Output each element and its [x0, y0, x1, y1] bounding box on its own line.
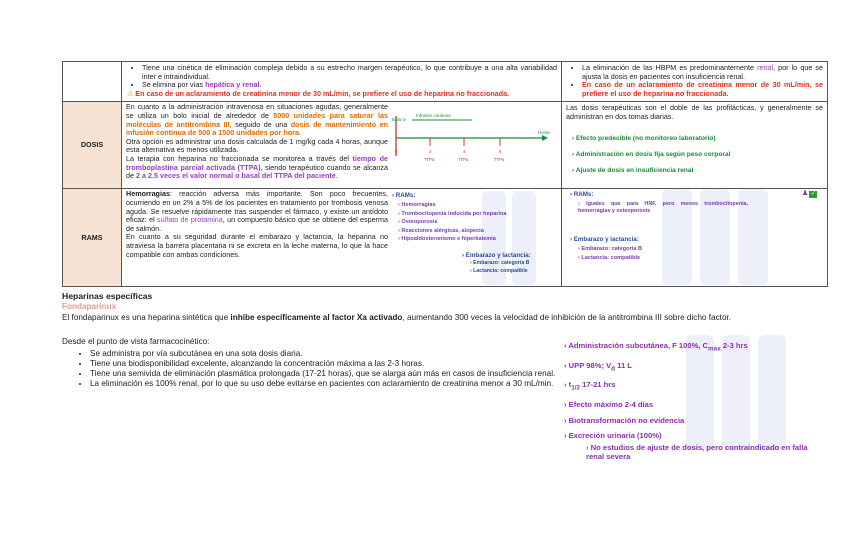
chevron-right-icon: › — [392, 192, 395, 200]
slide-rams-hbpm: › RAMs: ♟ ✓ › Iguales que para HNF, pero menos trombocitopenia, hemorragias y osteoporosis › Embarazo y lactancia: › Embarazo: categoría B › Lactancia: compatible — [562, 189, 826, 285]
chevron-right-icon: › — [570, 191, 573, 199]
chevron-right-icon: › — [572, 150, 575, 158]
ttpa-label: TTPa — [494, 157, 505, 163]
chevron-right-icon: › — [564, 341, 567, 350]
list-item: • Tiene una cinética de eliminación compleja debido a su estrecho margen terapéutico, lo que contribuye a una alta variabilidad inter e intraindividual. — [142, 64, 557, 81]
hours-label: Horas — [538, 130, 550, 136]
bolo-label: Bolo iv — [392, 117, 406, 123]
chevron-right-icon: › — [564, 415, 567, 425]
table-row-dosis — [63, 102, 828, 189]
slide-rams-hnf: › RAMs: › Hemorragias › Trombocitopenia inducida por heparina › Osteoporosis › Reacciones alérgicas, alopecia › Hipoaldosteronismo e hiperkalemia › Embarazo y lactancia: › Embarazo: categoría B › Lactancia: compatible — [390, 191, 560, 285]
chevron-right-icon: › — [586, 442, 589, 452]
sub-list-item: › No estudios de ajuste de dosis, pero contraindicado en falla renal severa — [586, 442, 808, 461]
rams-cell-hnf: Hemorragias: reacción adversa más importante. Son poco frecuentes, ocurriendo en un 2% a 5% de los pacientes en tratamiento por trombosis venosa aguda. Se resuelve rápidamente tras suspender el fármaco, y existe un antídoto eficaz: el sulfato de protamina, un compuesto básico que se obtiene del esperma de salmón. En cuanto a su seguridad durante el embarazo y lactancia, la heparina no atraviesa la barrera placentaria ni se excreta en la leche materna, lo que la hace compatible con ambas condiciones. › RAMs: › Hemorragias › Trombocitopenia inducida por heparina › Osteoporosis › Reacciones alérgicas, alopecia › Hipoaldosteronismo e hiperkalemia › Embarazo y lactancia: › Embarazo: categoría B › Lactancia: compatible — [122, 189, 562, 287]
list-item: › $t_{1/2}$ 17-21 hrs — [564, 380, 616, 392]
chevron-right-icon: › — [564, 360, 567, 370]
rams-cell-hbpm — [562, 189, 828, 287]
chevron-right-icon: › — [462, 252, 465, 260]
list-item: › UPP 98%; $V_d$ 11 L — [564, 360, 632, 373]
chevron-right-icon: › — [564, 380, 567, 390]
list-item: › Excreción urinaria (100%) — [564, 430, 662, 440]
chevron-right-icon: › — [572, 166, 575, 174]
tick-label: 4 — [463, 149, 466, 155]
list-item: › Efecto máximo 2-4 días — [564, 399, 654, 409]
infusion-label: Infusión continua — [416, 113, 451, 119]
elimination-cell-hnf: • Tiene una cinética de eliminación compleja debido a su estrecho margen terapéutico, lo que contribuye a una alta variabilidad inter e intraindividual. • Se elimina por vías hepática y renal. ⚠ En caso de un aclaramiento de creatinina menor de 30 mL/min, se prefiere el uso de heparina no fraccionada. — [122, 62, 562, 102]
fondaparinux-slide — [560, 335, 828, 461]
pk-list — [62, 349, 588, 389]
table-row-rams — [63, 189, 828, 287]
section-title: Heparinas específicas — [62, 291, 153, 301]
axis-arrow — [542, 135, 548, 141]
section-subtitle: Fondaparinux — [62, 302, 117, 311]
ttpa-label: TTPa — [458, 157, 469, 163]
list-item: • Se administra por vía subcutánea en una sola dosis diaria. — [90, 349, 588, 359]
dosis-cell-hnf: En cuanto a la administración intravenosa en situaciones agudas, generalmente se utiliza un bolo inicial de alrededor de 5000 unidades para saturar las moléculas de antitrombina III, seguido de una dosis de mantenimiento en infusión continua de 500 a 1500 unidades por hora. Otra opción es administrar una dosis calculada de 1 mg/kg cada 4 horas, aunque esta alternativa es menos utilizada. La terapia con heparina no fraccionada se monitorea a través del tiempo de tromboplastina parcial activada (TTPA), siendo terapéutico cuando se alcanza de 2 a 2.5 veces el valor normal o basal del TTPA del paciente. Bolo iv Infusión continua Horas 0 2 4 6 TTPa TTPa TTPa — [122, 102, 562, 189]
thumbs-icon: ♟ ✓ — [802, 190, 816, 198]
chevron-right-icon: › — [564, 399, 567, 409]
row-label-dosis: DOSIS — [63, 102, 122, 189]
list-item: • Tiene una biodisponibilidad excelente, alcanzando la concentración máxima a las 2-3 horas. — [90, 359, 588, 369]
chevron-right-icon: › — [570, 236, 573, 244]
intro-paragraph: El fondaparinux es una heparina sintética que inhibe específicamente al factor Xa activado, aumentando 300 veces la velocidad de inhibición de la antitrombina III sobre dicho factor. — [62, 313, 732, 322]
elimination-cell-hbpm — [562, 62, 828, 102]
list-item: › Biotransformación no evidencia — [564, 415, 685, 425]
chevron-right-icon: › — [572, 134, 575, 142]
tick-label: 0 — [395, 149, 398, 155]
tick-label: 2 — [429, 149, 432, 155]
list-item: • Tiene una semivida de eliminación plasmática prolongada (17-21 horas), que se alarga aún más en casos de insuficiencia renal. — [90, 369, 588, 379]
ttpa-label: TTPa — [424, 157, 435, 163]
list-item: • La eliminación es 100% renal, por lo que su uso debe evitarse en pacientes con aclaramiento de creatinina menor a 30 mL/min. — [90, 379, 588, 389]
row-label-rams: RAMS — [63, 189, 122, 287]
table-row — [63, 62, 828, 102]
list-item: • La eliminación de las HBPM es predominantemente renal, por lo que se ajusta la dosis en pacientes con insuficiencia renal. — [582, 64, 823, 81]
tick-label: 6 — [499, 149, 502, 155]
infusion-diagram — [392, 108, 560, 170]
drug-table — [62, 61, 828, 287]
warning-icon: ⚠ — [127, 90, 134, 98]
dosis-cell-hbpm: Las dosis terapéuticas son el doble de las profilácticas, y generalmente se administran en dos tomas diarias. › Efecto predecible (no monitoreo laboratorio) › Administración en dosis fija según peso corporal › Ajuste de dosis en insuficiencia renal — [562, 102, 828, 189]
pk-intro: Desde el punto de vista farmacocinético: — [62, 337, 210, 346]
list-item: • Se elimina por vías hepática y renal. — [142, 81, 557, 90]
list-item: • En caso de un aclaramiento de creatinina menor de 30 mL/min, se prefiere el uso de heparina no fraccionada. — [582, 81, 823, 98]
list-item: › Administración subcutánea, F 100%, $C_{max}$ 2-3 hrs — [564, 341, 748, 353]
chevron-right-icon: › — [564, 430, 567, 440]
